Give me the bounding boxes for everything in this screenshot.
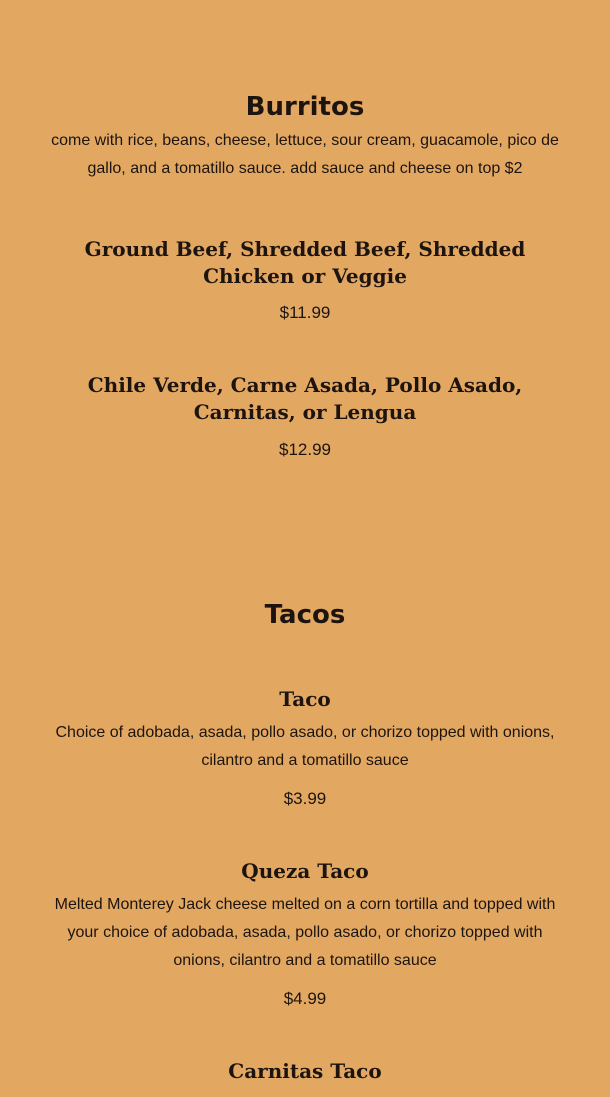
- menu-item-name: Queza Taco: [241, 859, 369, 883]
- section-title-tacos: Tacos: [264, 600, 346, 630]
- section-title-burritos: Burritos: [245, 92, 365, 122]
- menu-item-price: $12.99: [279, 440, 331, 459]
- menu-item-name: Carnitas Taco: [228, 1059, 382, 1083]
- menu-item-price: $3.99: [283, 789, 327, 808]
- section-description-burritos: come with rice, beans, cheese, lettuce, sour cream, guacamole, pico de gallo, and a tomatillo sauce. add sauce and cheese on top $2: [51, 132, 559, 177]
- menu-item-name: Taco: [279, 687, 331, 711]
- menu-item-description: Melted Monterey Jack cheese melted on a corn tortilla and topped with your choice of adobada, asada, pollo asado, or chorizo topped with onions, cilantro and a tomatillo sauce: [54, 896, 556, 969]
- menu-item-description: Choice of adobada, asada, pollo asado, or chorizo topped with onions, cilantro and a tomatillo sauce: [55, 724, 555, 769]
- menu-item-price: $11.99: [279, 303, 331, 322]
- menu-item-name: Ground Beef, Shredded Beef, Shredded Chicken or Veggie: [84, 237, 526, 288]
- menu-item-name: Chile Verde, Carne Asada, Pollo Asado, Carnitas, or Lengua: [87, 373, 523, 424]
- menu-item-price: $4.99: [283, 989, 327, 1008]
